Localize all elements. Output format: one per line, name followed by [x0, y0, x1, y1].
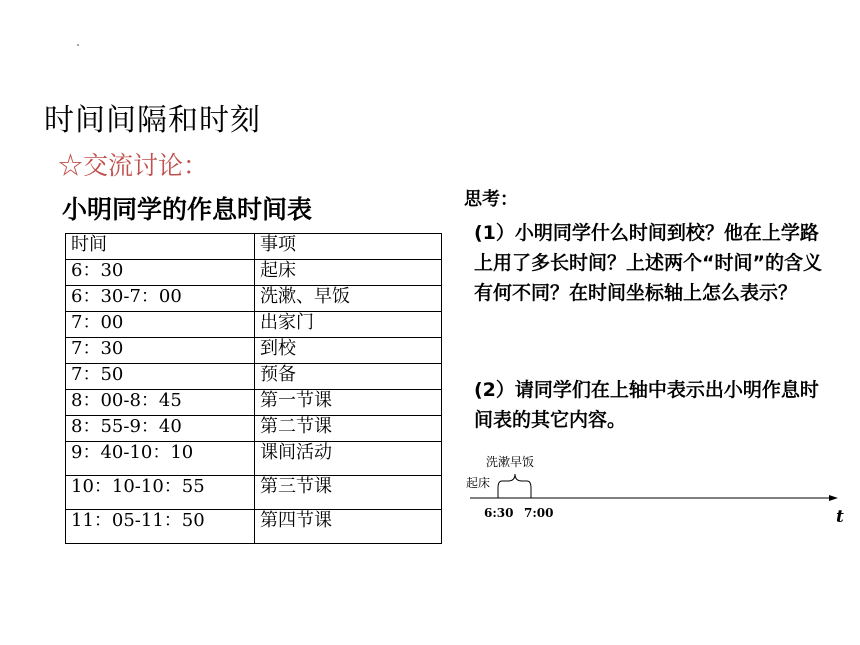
time-axis-diagram — [460, 450, 860, 530]
schedule-table-title: 小明同学的作息时间表 — [62, 195, 313, 224]
discussion-label: ☆交流讨论： — [58, 151, 209, 180]
tick-label-700: 7:00 — [524, 506, 554, 520]
item-cell: 第一节课 — [255, 390, 442, 416]
table-row — [66, 260, 442, 286]
tick-label-630: 6:30 — [484, 506, 514, 520]
axis-label-getup: 起床 — [466, 476, 491, 490]
time-cell: 6：30-7：00 — [66, 286, 255, 312]
axis-name-t: t — [836, 507, 844, 527]
axis-label-wash-breakfast: 洗漱早饭 — [486, 455, 535, 469]
table-row — [66, 442, 442, 476]
table-header-row — [66, 234, 442, 260]
table-row — [66, 416, 442, 442]
table-row — [66, 364, 442, 390]
think-title: 思考： — [464, 189, 518, 210]
axis-arrow — [829, 495, 838, 501]
table-row — [66, 312, 442, 338]
time-cell: 11：05-11：50 — [66, 510, 255, 544]
interval-brace — [498, 474, 531, 497]
item-cell: 课间活动 — [255, 442, 442, 476]
time-cell: 7：50 — [66, 364, 255, 390]
time-cell: 7：30 — [66, 338, 255, 364]
time-cell: 9：40-10：10 — [66, 442, 255, 476]
item-cell: 洗漱、早饭 — [255, 286, 442, 312]
table-row — [66, 286, 442, 312]
schedule-table — [65, 233, 442, 544]
item-cell: 出家门 — [255, 312, 442, 338]
table-row — [66, 338, 442, 364]
item-cell: 第二节课 — [255, 416, 442, 442]
question-2: (2）请同学们在上轴中表示出小明作息时间表的其它内容。 — [474, 379, 819, 431]
item-cell: 到校 — [255, 338, 442, 364]
time-cell: 7：00 — [66, 312, 255, 338]
table-row — [66, 390, 442, 416]
column-header-time: 时间 — [66, 234, 255, 260]
item-cell: 第四节课 — [255, 510, 442, 544]
decorative-dot — [77, 44, 79, 46]
question-1: (1）小明同学什么时间到校？他在上学路上用了多长时间？上述两个“时间”的含义有何不同？在时间坐标轴上怎么表示？ — [474, 222, 822, 304]
item-cell: 第三节课 — [255, 476, 442, 510]
time-cell: 8：00-8：45 — [66, 390, 255, 416]
item-cell: 预备 — [255, 364, 442, 390]
table-row — [66, 510, 442, 544]
item-cell: 起床 — [255, 260, 442, 286]
time-cell: 8：55-9：40 — [66, 416, 255, 442]
time-cell: 6：30 — [66, 260, 255, 286]
table-row — [66, 476, 442, 510]
section-title: 时间间隔和时刻 — [44, 103, 261, 138]
time-cell: 10：10-10：55 — [66, 476, 255, 510]
column-header-item: 事项 — [255, 234, 442, 260]
